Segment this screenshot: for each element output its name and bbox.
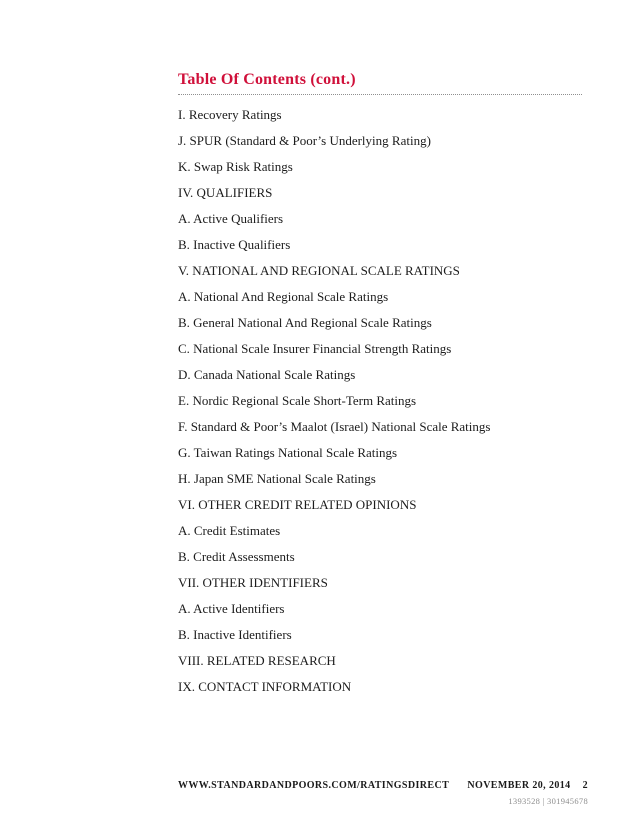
toc-item[interactable]: B. Inactive Identifiers	[178, 627, 292, 642]
toc-item[interactable]: VI. OTHER CREDIT RELATED OPINIONS	[178, 497, 417, 512]
toc-item[interactable]: IX. CONTACT INFORMATION	[178, 679, 352, 694]
toc-item[interactable]: A. National And Regional Scale Ratings	[178, 289, 389, 304]
footer-document-id: 1393528 | 301945678	[508, 796, 588, 806]
toc-item[interactable]: VIII. RELATED RESEARCH	[178, 653, 336, 668]
toc-item[interactable]: B. General National And Regional Scale Ratings	[178, 315, 432, 330]
toc-item[interactable]: D. Canada National Scale Ratings	[178, 367, 356, 382]
toc-item[interactable]: E. Nordic Regional Scale Short-Term Ratings	[178, 393, 417, 408]
toc-item[interactable]: A. Active Identifiers	[178, 601, 285, 616]
toc-item[interactable]: F. Standard & Poor’s Maalot (Israel) National Scale Ratings	[178, 419, 491, 434]
footer-date-group	[467, 780, 588, 791]
toc-item[interactable]: B. Inactive Qualifiers	[178, 237, 291, 252]
toc-list	[178, 102, 582, 700]
toc-item[interactable]: V. NATIONAL AND REGIONAL SCALE RATINGS	[178, 263, 460, 278]
toc-section	[178, 70, 582, 700]
toc-item[interactable]: H. Japan SME National Scale Ratings	[178, 471, 376, 486]
footer-main-row	[178, 780, 588, 791]
toc-item[interactable]: I. Recovery Ratings	[178, 107, 282, 122]
toc-item[interactable]: A. Credit Estimates	[178, 523, 281, 538]
toc-item[interactable]: J. SPUR (Standard & Poor’s Underlying Rating)	[178, 133, 431, 148]
footer-website-link[interactable]: WWW.STANDARDANDPOORS.COM/RATINGSDIRECT	[178, 780, 450, 791]
page-footer	[178, 780, 588, 806]
toc-item[interactable]: IV. QUALIFIERS	[178, 185, 273, 200]
title-dotted-rule	[178, 94, 582, 95]
page-title: Table Of Contents (cont.)	[178, 71, 356, 88]
toc-item[interactable]: VII. OTHER IDENTIFIERS	[178, 575, 328, 590]
toc-item[interactable]: B. Credit Assessments	[178, 549, 295, 564]
toc-item[interactable]: G. Taiwan Ratings National Scale Ratings	[178, 445, 398, 460]
footer-date: NOVEMBER 20, 2014	[467, 780, 571, 791]
toc-item[interactable]: C. National Scale Insurer Financial Strength Ratings	[178, 341, 452, 356]
toc-item[interactable]: A. Active Qualifiers	[178, 211, 284, 226]
footer-page-number: 2	[582, 780, 588, 791]
toc-item[interactable]: K. Swap Risk Ratings	[178, 159, 293, 174]
